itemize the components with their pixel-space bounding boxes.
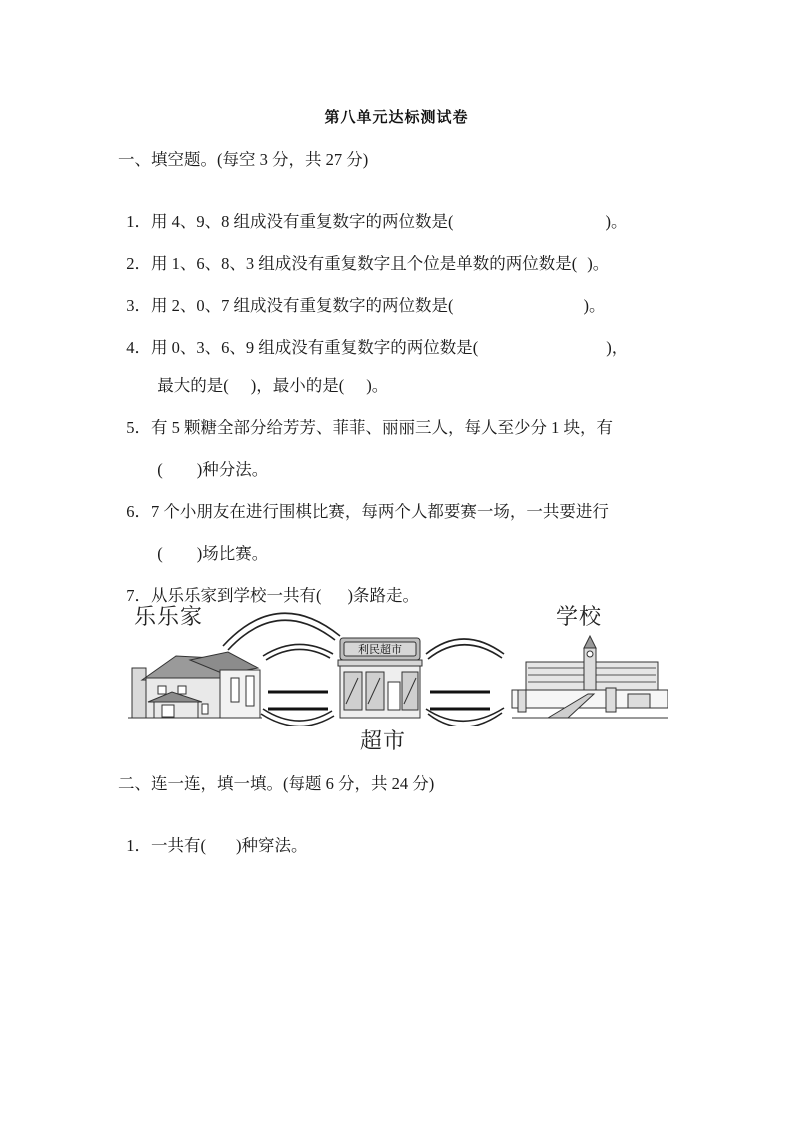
question-text-end: )。 <box>366 376 389 395</box>
document-title: 第八单元达标测试卷 <box>324 108 469 126</box>
home-label: 乐乐家 <box>134 605 204 630</box>
question-4 <box>118 318 628 358</box>
question-number: 1． <box>126 212 151 231</box>
question-number: 1． <box>126 836 151 855</box>
question-number: 7． <box>126 586 151 605</box>
store-label: 超市 <box>360 729 407 754</box>
question-number: 4． <box>126 338 151 357</box>
route-arc-mid-left <box>263 644 333 660</box>
question-number: 6． <box>126 502 151 521</box>
question-text: 用 2、0、7 组成没有重复数字的两位数是( <box>151 296 454 315</box>
question-text-end: )种分法。 <box>196 460 269 479</box>
question-text-end: )， <box>606 338 629 357</box>
question-number: 5． <box>126 418 151 437</box>
route-straight-left <box>268 692 328 709</box>
route-arc-bottom-left <box>261 709 334 726</box>
question-text: 有 5 颗糖全部分给芳芳、菲菲、丽丽三人，每人至少分 1 块，有 <box>151 418 613 437</box>
question-text: 一共有( <box>151 836 206 855</box>
question-text-end: )条路走。 <box>347 586 419 605</box>
route-drawing <box>128 596 668 726</box>
section-1-heading: 一、填空题。(每空 3 分，共 27 分) <box>118 150 369 169</box>
question-text: 最大的是( <box>157 376 229 395</box>
question-text: )，最小的是( <box>250 376 345 395</box>
question-text-end: )。 <box>583 296 606 315</box>
question-5 <box>118 398 613 438</box>
question-text: 从乐乐家到学校一共有( <box>151 586 322 605</box>
question-3 <box>118 276 606 316</box>
store-sign-text: 利民超市 <box>358 643 402 656</box>
school-icon <box>512 636 668 718</box>
question-text-end: )。 <box>587 254 610 273</box>
question-text-end: )种穿法。 <box>236 836 308 855</box>
supermarket-icon <box>338 638 422 718</box>
question-text: 7 个小朋友在进行围棋比赛，每两个人都要赛一场，一共要进行 <box>151 502 609 521</box>
route-arc-top-right <box>426 639 504 659</box>
question-text: ( <box>157 460 163 479</box>
house-icon <box>128 652 262 718</box>
section-2-question-1 <box>118 816 308 856</box>
question-number: 2． <box>126 254 151 273</box>
school-label: 学校 <box>556 605 603 630</box>
question-text: ( <box>157 544 163 563</box>
route-arc-bottom-right <box>426 708 504 726</box>
question-text: 用 1、6、8、3 组成没有重复数字且个位是单数的两位数是( <box>151 254 578 273</box>
section-2-heading: 二、连一连，填一填。(每题 6 分，共 24 分) <box>118 774 435 793</box>
question-2 <box>118 234 609 274</box>
question-6-line-2 <box>149 524 268 564</box>
question-text: 用 0、3、6、9 组成没有重复数字的两位数是( <box>151 338 479 357</box>
route-arc-top-left <box>223 613 340 650</box>
question-text: 用 4、9、8 组成没有重复数字的两位数是( <box>151 212 454 231</box>
route-straight-right <box>430 692 490 709</box>
question-6 <box>118 482 609 522</box>
question-text-end: )。 <box>605 212 628 231</box>
question-text-end: )场比赛。 <box>196 544 269 563</box>
question-1 <box>118 192 628 232</box>
route-illustration <box>128 596 668 758</box>
question-5-line-2 <box>149 440 268 480</box>
question-number: 3． <box>126 296 151 315</box>
question-4-line-2 <box>149 356 388 396</box>
